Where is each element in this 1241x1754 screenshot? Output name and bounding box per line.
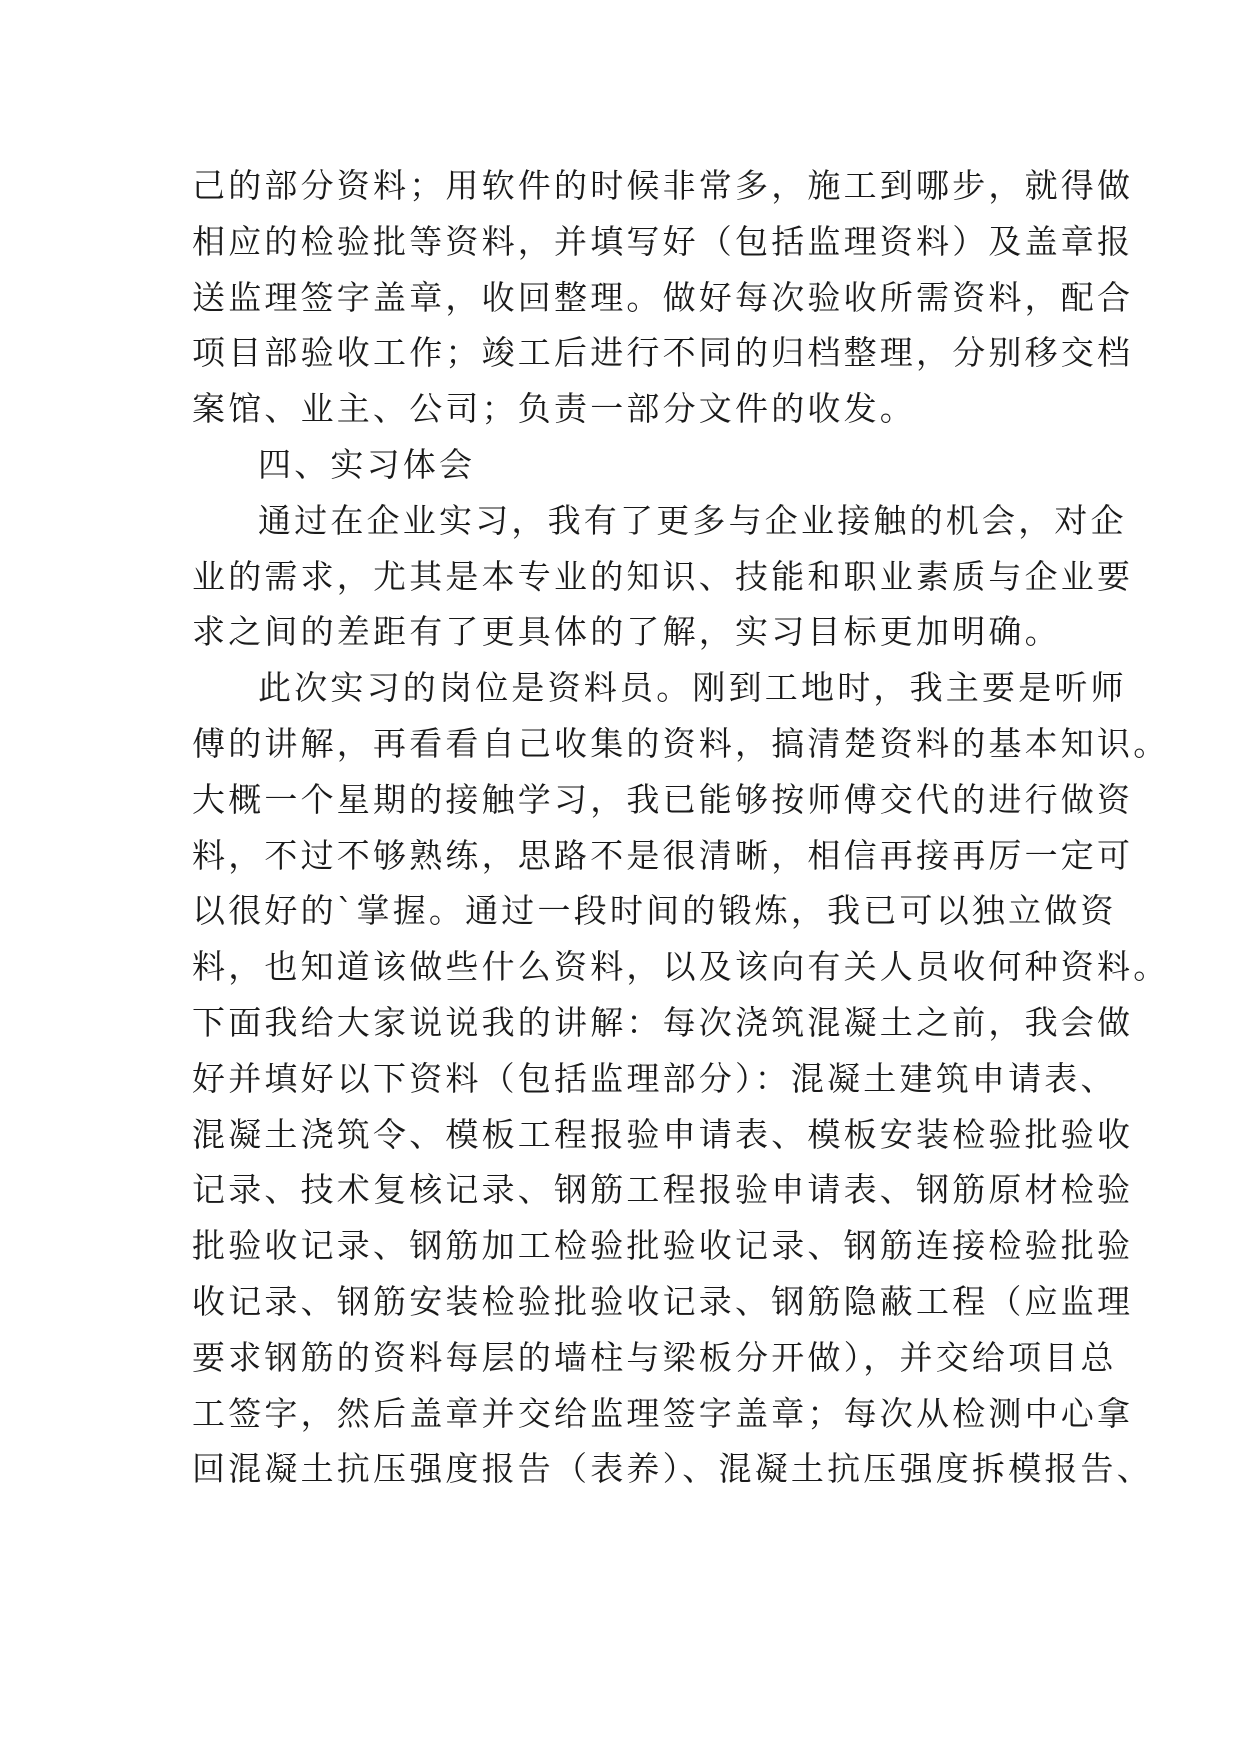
- text-line: 回混凝土抗压强度报告（表养）、混凝土抗压强度拆模报告、: [192, 1449, 1153, 1489]
- text-line: 傅的讲解，再看看自己收集的资料，搞清楚资料的基本知识。: [192, 723, 1170, 763]
- text-line: 工签字，然后盖章并交给监理签字盖章；每次从检测中心拿: [192, 1393, 1134, 1433]
- text-line: 项目部验收工作；竣工后进行不同的归档整理，分别移交档: [192, 333, 1134, 373]
- text-line: 己的部分资料；用软件的时候非常多，施工到哪步，就得做: [192, 166, 1134, 205]
- text-line: 要求钢筋的资料每层的墙柱与梁板分开做），并交给项目总: [192, 1337, 1117, 1377]
- text-line: 下面我给大家说说我的讲解：每次浇筑混凝土之前，我会做: [192, 1002, 1134, 1042]
- text-line: 此次实习的岗位是资料员。刚到工地时，我主要是听师: [258, 668, 1127, 708]
- text-line: 批验收记录、钢筋加工检验批验收记录、钢筋连接检验批验: [192, 1226, 1134, 1266]
- text-line: 混凝土浇筑令、模板工程报验申请表、模板安装检验批验收: [192, 1114, 1134, 1154]
- text-line: 送监理签字盖章，收回整理。做好每次验收所需资料，配合: [192, 277, 1134, 317]
- text-line: 大概一个星期的接触学习，我已能够按师傅交代的进行做资: [192, 779, 1134, 819]
- text-line: 相应的检验批等资料，并填写好（包括监理资料）及盖章报: [192, 221, 1134, 261]
- text-line: 通过在企业实习，我有了更多与企业接触的机会，对企: [258, 500, 1127, 540]
- text-line: 好并填好以下资料（包括监理部分）：混凝土建筑申请表、: [192, 1058, 1117, 1098]
- text-line: 记录、技术复核记录、钢筋工程报验申请表、钢筋原材检验: [192, 1170, 1134, 1210]
- text-line: 业的需求，尤其是本专业的知识、技能和职业素质与企业要: [192, 556, 1134, 596]
- text-line: 料，也知道该做些什么资料，以及该向有关人员收何种资料。: [192, 947, 1170, 987]
- body-text: [192, 158, 1170, 1497]
- text-line: 收记录、钢筋安装检验批验收记录、钢筋隐蔽工程（应监理: [192, 1281, 1134, 1321]
- text-line: 求之间的差距有了更具体的了解，实习目标更加明确。: [192, 612, 1061, 652]
- text-line: 以很好的`掌握。通过一段时间的锻炼，我已可以独立做资: [192, 891, 1117, 931]
- text-line: 案馆、业主、公司；负责一部分文件的收发。: [192, 389, 916, 429]
- text-line: 料，不过不够熟练，思路不是很清晰，相信再接再厉一定可: [192, 835, 1134, 875]
- text-line: 四、实习体会: [258, 444, 476, 484]
